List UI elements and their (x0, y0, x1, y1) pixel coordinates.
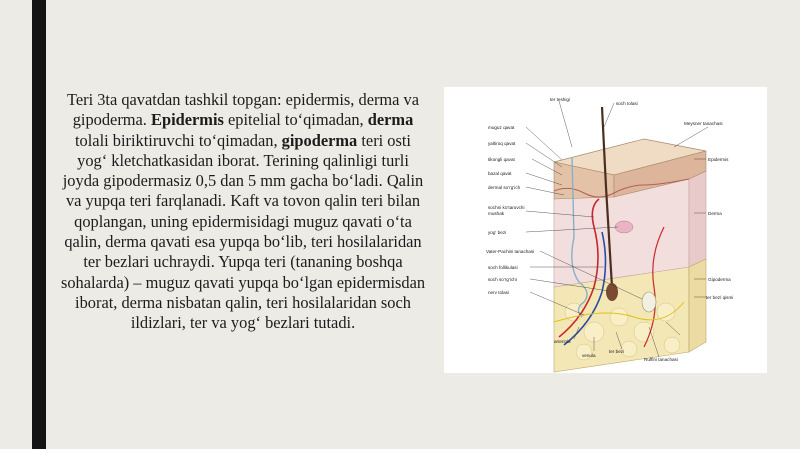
label-sochni-kotaruvchi: sochni ko‘taruvchi (488, 205, 525, 210)
label-soch-sorgichi: soch so‘rg‘ichi (488, 277, 517, 282)
label-yaltiroq-qavat: yaltiroq qavat (488, 141, 516, 146)
intro-text: Teri 3ta qavatdan tashkil topgan: epidermis, derma va gipoderma. (66, 90, 420, 130)
skin-diagram-svg (444, 87, 767, 373)
label-vater-tanachasi: Vater-Pachini tanachasi (486, 249, 535, 254)
label-nerv-tolasi: nerv tolasi (488, 290, 509, 295)
label-arteriola: arteriola (554, 339, 571, 344)
label-epidermis: Epidermis (708, 157, 729, 162)
left-accent-bar (32, 0, 46, 449)
label-meysner: Meysner tanachasi (684, 121, 723, 126)
label-muguz-qavat: muguz qavat (488, 125, 515, 130)
main-paragraph (58, 90, 428, 334)
hypodermis-side (689, 259, 706, 352)
label-yog-bezi: yog‘ bezi (488, 230, 507, 235)
label-ter-bezi-2: ter bez/ qismi (706, 295, 734, 300)
label-bazal-qavat: bazal qavat (488, 171, 512, 176)
derma-text: tolali biriktiruvchi to‘qimadan, (75, 130, 278, 150)
label-ter-bezi: ter bezi (609, 349, 625, 354)
label-soch-follikulasi: soch follikulasi (488, 265, 518, 270)
label-tikongli-qavat: tikongli qavat (488, 157, 515, 162)
epidermis-text: epitelial to‘qimadan, (228, 110, 364, 130)
label-soch-tolasi: soch tolasi (616, 101, 638, 106)
hair-bulb (606, 283, 618, 301)
label-ter-teshigi: ter teshigi (550, 97, 570, 102)
skin-diagram (444, 87, 767, 373)
label-mushak: mushak (488, 211, 505, 216)
label-gipoderma: Gipoderma (708, 277, 731, 282)
term-derma: derma (367, 110, 414, 130)
label-ruffini: Ruffini tanachasi (644, 357, 678, 362)
term-gipoderma: gipoderma (281, 130, 358, 150)
term-epidermis: Epidermis (151, 110, 224, 130)
dermis-side (689, 171, 706, 267)
pacinian-corpuscle (642, 292, 656, 312)
rest-text: teri osti yog‘ kletchatkasidan iborat. Terining qalinligi turli joyda gipodermasiz 0,5 dan 5 mm gacha bo‘ladi. Qalin va yupqa teri farqlanadi. Kaft va tovon qalin teri bilan qoplangan, uning epidermisidagi muguz qavati o‘ta qalin, derma qavati esa yupqa bo‘lib, teri hosilalaridan ter bezlari uchraydi. Yupqa teri (tananing boshqa sohalarda) – muguz qavati yupqa bo‘lgan epidermisdan iborat, derma nisbatan qalin, teri hosilalaridan soch ildizlari, ter va yog‘ bezlari tutadi. (60, 130, 426, 333)
label-derma: Derma (708, 211, 722, 216)
label-venula: venula (582, 353, 596, 358)
label-dermal-sorgich: dermal so‘rg‘ich (488, 185, 521, 190)
